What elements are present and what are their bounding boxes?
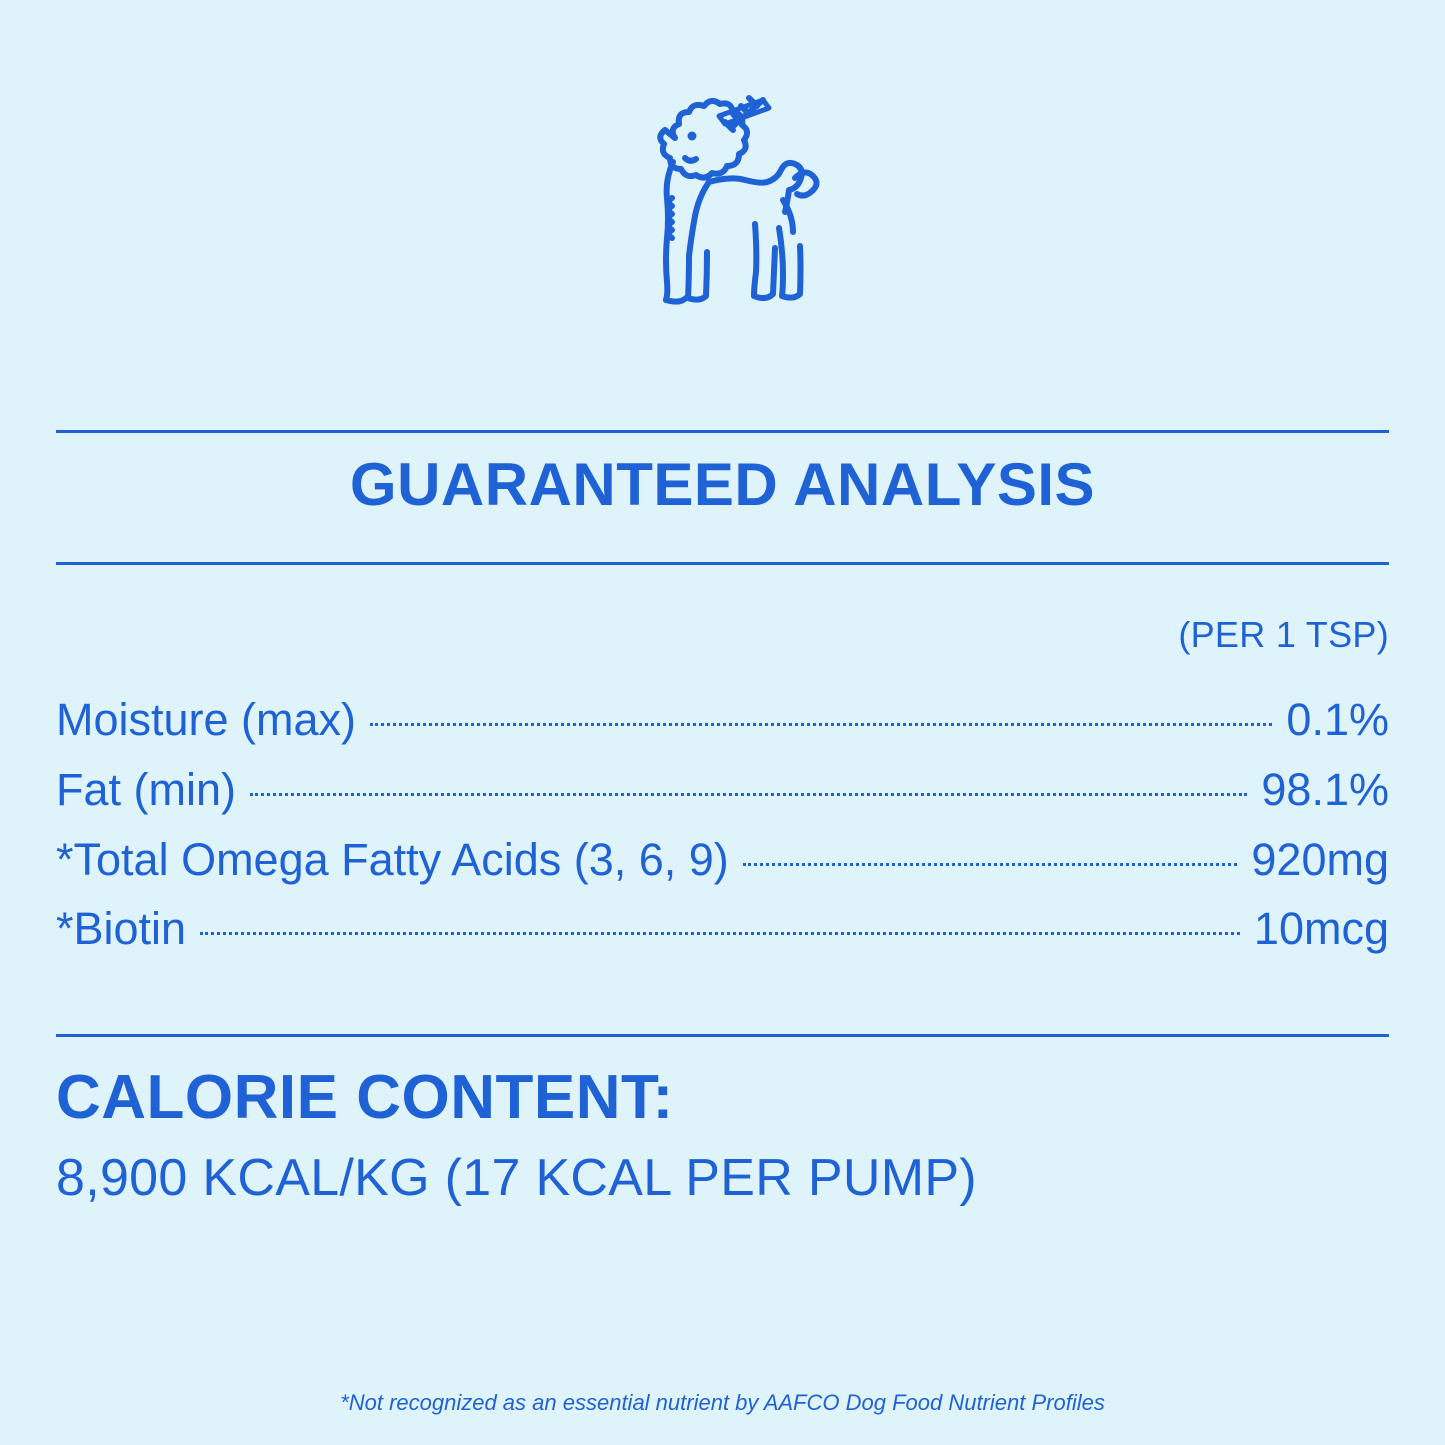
calorie-content-value: 8,900 KCAL/KG (17 KCAL PER PUMP)	[56, 1149, 977, 1207]
analysis-label: *Total Omega Fatty Acids (3, 6, 9)	[56, 833, 729, 885]
dog-grooming-illustration	[0, 78, 1445, 348]
analysis-value: 10mcg	[1253, 903, 1389, 955]
leader-dots	[743, 859, 1238, 866]
leader-dots	[370, 719, 1272, 726]
analysis-value: 98.1%	[1261, 763, 1389, 815]
analysis-row	[56, 755, 1389, 825]
analysis-label: Fat (min)	[56, 763, 236, 815]
calorie-content-heading: CALORIE CONTENT:	[56, 1063, 674, 1132]
divider-middle	[56, 562, 1389, 565]
analysis-label: Moisture (max)	[56, 694, 357, 745]
analysis-row	[56, 825, 1389, 895]
analysis-value: 0.1%	[1286, 694, 1389, 745]
analysis-value: 920mg	[1251, 833, 1389, 885]
page-title: GUARANTEED ANALYSIS	[349, 451, 1096, 518]
analysis-label: *Biotin	[56, 903, 187, 955]
guaranteed-analysis-list	[56, 685, 1389, 964]
leader-dots	[200, 928, 1240, 935]
leader-dots	[250, 789, 1247, 796]
footnote: *Not recognized as an essential nutrient by AAFCO Dog Food Nutrient Profiles	[340, 1390, 1105, 1415]
divider-top	[56, 430, 1389, 433]
analysis-row	[56, 894, 1389, 964]
analysis-row	[56, 685, 1389, 755]
divider-bottom	[56, 1034, 1389, 1037]
serving-note: (PER 1 TSP)	[1178, 614, 1389, 655]
